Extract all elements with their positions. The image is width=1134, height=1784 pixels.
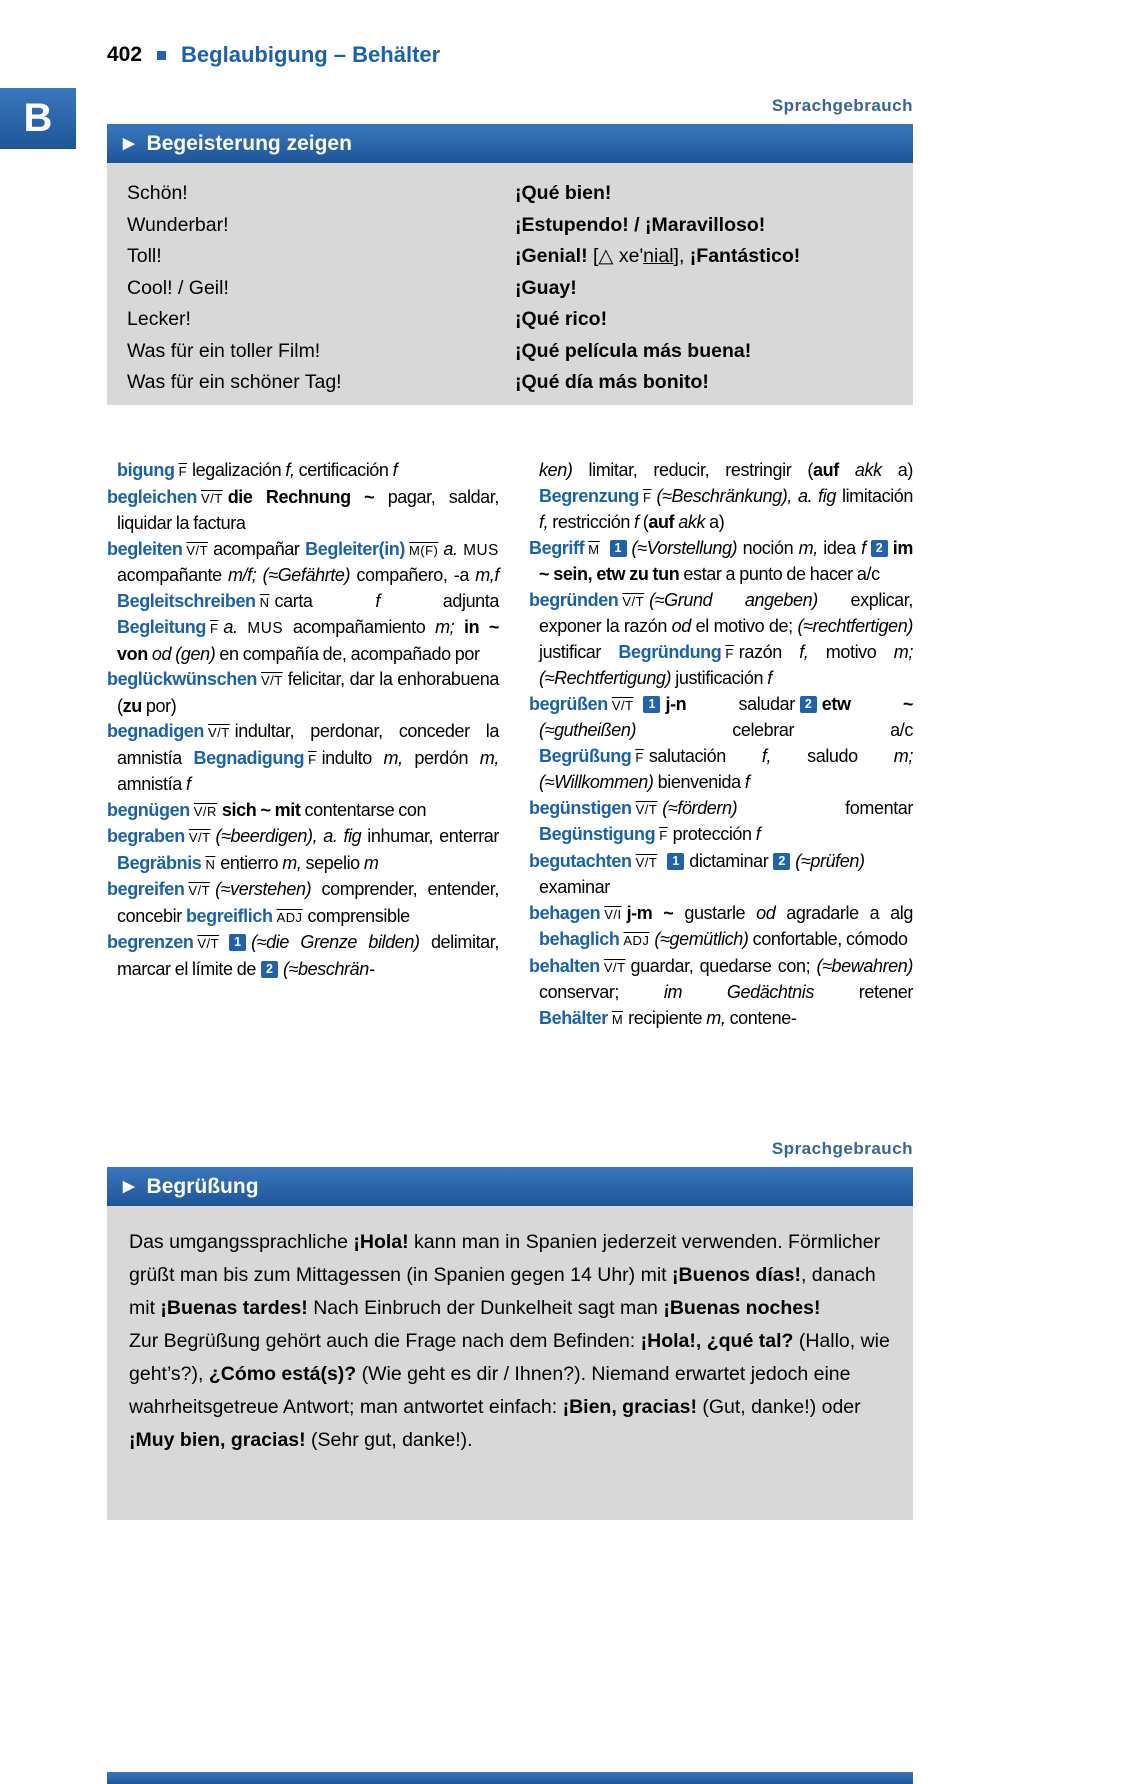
text-segment: ¡Qué película más buena! <box>515 339 752 362</box>
text-segment: etw ~ <box>821 693 913 714</box>
text-segment: 1 <box>610 540 627 557</box>
text-segment: compañero, -a <box>350 565 476 585</box>
dictionary-entry <box>529 458 913 536</box>
headword-range: Beglaubigung – Behälter <box>181 42 441 67</box>
text-segment <box>238 617 248 637</box>
text-segment: salutación <box>648 745 762 766</box>
text-segment: a. <box>223 617 238 637</box>
text-segment: 2 <box>800 696 817 713</box>
text-segment: 2 <box>773 853 790 870</box>
text-segment: f <box>634 512 639 532</box>
text-segment: (Hallo, wie geht’s?), <box>129 1330 890 1385</box>
text-segment: ¡Hola!, ¿qué tal? <box>640 1330 794 1352</box>
dictionary-entry <box>107 719 499 798</box>
text-segment: $\overline{F}$ <box>635 749 644 765</box>
text-segment: ¡Buenas tardes! <box>160 1297 308 1319</box>
text-segment: sepelio <box>301 852 364 873</box>
text-segment: begrüßen <box>529 693 608 714</box>
text-segment: limitación <box>836 485 914 506</box>
text-segment: Begleiter(in) <box>305 538 405 559</box>
text-segment: V/T <box>622 593 645 609</box>
dictionary-entry <box>529 901 913 954</box>
dictionary-entry <box>107 667 499 719</box>
text-segment: noción <box>737 537 799 558</box>
text-segment: ¡Qué bien! <box>515 182 612 204</box>
text-segment: ¡Fantástico! <box>689 245 801 267</box>
text-segment: ], <box>673 245 690 267</box>
text-segment: begutachten <box>529 850 632 871</box>
text-segment: m; <box>893 641 913 662</box>
phrase-row <box>127 336 893 368</box>
text-segment: behalten <box>529 955 600 976</box>
page-header <box>107 42 440 68</box>
text-segment: V/T <box>201 490 223 506</box>
text-segment: ¡Muy bien, gracias! <box>129 1429 306 1451</box>
text-segment: f, <box>761 745 772 766</box>
text-segment: f, <box>799 641 809 662</box>
phrase-german: Toll! <box>127 245 162 267</box>
text-segment: j-m ~ <box>626 902 674 923</box>
text-segment: f <box>392 460 398 480</box>
text-segment: fomentar <box>737 797 913 818</box>
text-segment: akk <box>678 512 706 532</box>
text-segment: en compañía de, acompañado por <box>215 643 480 664</box>
dictionary-entry <box>107 798 499 825</box>
left-column <box>107 458 499 1118</box>
text-segment: Begriff <box>529 537 585 558</box>
text-segment: begreiflich <box>185 905 273 926</box>
text-segment: inhumar, enterrar <box>361 826 499 846</box>
text-segment: (≈Beschränkung), <box>656 485 792 506</box>
dictionary-entry <box>107 824 499 877</box>
text-segment: (gen) <box>175 643 216 664</box>
text-segment: f <box>755 824 761 844</box>
text-segment: ken) <box>539 460 573 480</box>
text-segment: (Wie geht es dir / Ihnen?). Niemand erwartet jedoch eine wahrheitsgetreue Antwort; man antwortet einfach: <box>129 1363 851 1418</box>
dictionary-entry <box>107 458 499 485</box>
text-segment: f, <box>539 512 549 532</box>
text-segment: begnadigen <box>107 721 205 741</box>
text-segment: 2 <box>871 540 888 557</box>
text-segment: 1 <box>667 853 684 870</box>
text-segment: a. fig <box>797 485 836 506</box>
phrase-spanish <box>515 210 893 242</box>
text-segment: Zur Begrüßung gehört auch die Frage nach dem Befinden: <box>129 1330 641 1352</box>
text-segment: delimitar, marcar el límite de <box>117 932 499 979</box>
text-segment: V/T <box>186 542 209 558</box>
text-segment: ¡Buenas noches! <box>663 1297 821 1319</box>
dictionary-entry <box>107 485 499 537</box>
text-segment: Nach Einbruch der Dunkelheit sagt man <box>307 1297 664 1319</box>
text-segment: (≈gemütlich) <box>654 929 749 949</box>
text-segment: MUS <box>247 620 284 637</box>
text-segment: die Rechnung ~ <box>227 486 375 507</box>
text-segment: m <box>363 852 379 873</box>
text-segment: retener <box>813 982 913 1002</box>
text-segment: Begünstigung <box>539 824 656 844</box>
text-segment: comprender, entender, concebir <box>117 879 499 926</box>
text-segment: saludo <box>771 745 894 766</box>
text-segment: (≈Rechtfertigung) <box>539 668 672 688</box>
dictionary-columns <box>107 458 913 1118</box>
phrase-row <box>127 367 893 399</box>
phrase-spanish <box>515 367 893 399</box>
text-segment: behaglich <box>539 929 620 949</box>
text-segment: V/T <box>188 830 211 845</box>
text-segment: $\overline{F}$ <box>308 751 317 767</box>
text-segment: V/T <box>188 883 211 898</box>
text-segment: begnügen <box>107 799 190 820</box>
phrase-spanish <box>515 304 893 336</box>
text-segment: contentarse con <box>300 799 427 820</box>
text-segment: begleichen <box>107 486 198 507</box>
text-segment: Begnadigung <box>193 747 305 768</box>
page-number: 402 <box>107 43 143 66</box>
text-segment: im Gedächtnis <box>663 982 814 1002</box>
dictionary-entry <box>107 537 499 668</box>
text-segment: ¡Qué día más bonito! <box>515 371 709 393</box>
text-segment: od <box>756 902 776 923</box>
text-segment: ¡Qué rico! <box>515 308 608 330</box>
text-segment: limitar, reducir, restringir ( <box>572 460 813 480</box>
text-segment: Begleitung <box>117 617 206 637</box>
text-segment: 2 <box>261 961 278 978</box>
triangle-icon: ▶ <box>123 1178 135 1195</box>
usage-box-bottom <box>107 1206 913 1520</box>
text-segment: sich ~ mit <box>221 799 301 820</box>
text-segment: guardar, quedarse con; <box>630 955 817 976</box>
text-segment: begreifen <box>107 879 185 899</box>
text-segment: ¡Hola! <box>353 1231 409 1253</box>
text-segment: begrenzen <box>107 932 194 952</box>
section-label-bottom: Sprachgebrauch <box>771 1139 913 1158</box>
text-segment: (≈die Grenze bilden) <box>251 932 420 952</box>
triangle-icon: ▶ <box>123 135 135 152</box>
dictionary-entry <box>529 849 913 901</box>
text-segment: 1 <box>643 696 660 713</box>
text-segment: (≈Grund angeben) <box>649 589 818 610</box>
phrase-row <box>127 178 893 210</box>
usage-paragraph <box>129 1226 891 1325</box>
phrase-german: Lecker! <box>127 308 191 330</box>
text-segment: contene- <box>725 1007 797 1028</box>
text-segment: V/T <box>635 854 658 870</box>
text-segment: confortable, cómodo <box>748 929 908 949</box>
text-segment: V/T <box>208 725 230 740</box>
phrase-row <box>127 210 893 242</box>
text-segment: $\overline{F}$ <box>725 645 734 661</box>
text-segment: [△ xe' <box>587 245 644 267</box>
phrase-spanish <box>515 178 893 210</box>
text-segment: V/T <box>635 801 658 817</box>
text-segment: carta <box>274 590 376 611</box>
text-segment: (Gut, danke!) oder <box>696 1396 861 1418</box>
text-segment: Begräbnis <box>117 852 202 873</box>
text-segment: f, <box>285 460 295 480</box>
text-segment: V/T <box>261 673 283 688</box>
text-segment: ¡Bien, gracias! <box>562 1396 697 1418</box>
text-segment: (≈fördern) <box>662 797 738 818</box>
text-segment: a. <box>443 538 458 559</box>
text-segment: j-n <box>665 693 687 714</box>
text-segment: kann man in Spanien jederzeit verwenden. Förmlicher grüßt man bis zum Mittagessen (in Spanien gegen 14 Uhr) mit <box>129 1231 881 1286</box>
text-segment: auf <box>812 460 839 480</box>
text-segment <box>839 460 855 480</box>
dictionary-entry <box>529 588 913 692</box>
text-segment: $\overline{F}$ <box>210 621 219 636</box>
text-segment: restricción <box>548 512 635 532</box>
text-segment: Das umgangssprachliche <box>129 1231 354 1253</box>
dictionary-entry <box>107 877 499 930</box>
text-segment: felicitar, dar la enhorabuena ( <box>117 669 499 716</box>
text-segment: adjunta <box>379 590 500 611</box>
text-segment: m, <box>383 747 403 768</box>
text-segment: conservar; <box>539 982 664 1002</box>
text-segment: m; <box>435 617 455 637</box>
text-segment: ¡Guay! <box>515 276 577 299</box>
text-segment: (≈Vorstellung) <box>631 537 738 558</box>
text-segment: (≈Gefährte) <box>262 565 351 585</box>
letter-tab: B <box>0 88 76 149</box>
text-segment: zu <box>122 695 142 716</box>
phrase-german: Was für ein toller Film! <box>127 339 321 362</box>
phrase-german: Schön! <box>127 182 188 204</box>
text-segment: explicar, exponer la razón <box>539 589 913 636</box>
text-segment: ( <box>638 512 649 532</box>
text-segment: begründen <box>529 589 619 610</box>
text-segment: ¡Estupendo! / ¡Maravilloso! <box>515 213 766 236</box>
text-segment: acompañamiento <box>283 617 436 637</box>
text-segment: entierro <box>220 852 283 873</box>
text-segment: V/T <box>611 697 634 713</box>
text-segment: (≈gutheißen) <box>539 720 637 740</box>
text-segment: comprensible <box>307 905 410 926</box>
text-segment: justificar <box>539 641 619 662</box>
text-segment: (≈Willkommen) <box>539 772 654 792</box>
text-segment: gustarle <box>673 902 757 923</box>
phrase-row <box>127 304 893 336</box>
text-segment: $\overline{N}$ <box>205 856 216 872</box>
dictionary-entry <box>529 954 913 1033</box>
text-segment: acompañante <box>117 565 228 585</box>
phrase-spanish <box>515 241 893 273</box>
text-segment: 1 <box>229 934 246 951</box>
text-segment: Begrenzung <box>539 485 640 506</box>
text-segment: el motivo de; <box>690 616 798 636</box>
text-segment: M(F) <box>408 542 439 558</box>
usage-box-title-bar-bottom <box>107 1167 913 1206</box>
text-segment: akk <box>854 460 882 480</box>
text-segment: motivo <box>808 641 894 662</box>
text-segment: (Sehr gut, danke!). <box>305 1429 473 1451</box>
text-segment: amnistía <box>117 774 186 794</box>
phrase-spanish <box>515 273 893 305</box>
text-segment: $\overline{F}$ <box>659 828 668 843</box>
text-segment: od <box>151 643 172 664</box>
text-segment: nial <box>643 245 674 267</box>
text-segment: begünstigen <box>529 797 632 818</box>
text-segment: Begleitschreiben <box>117 590 256 611</box>
text-segment: acompañar <box>213 538 306 559</box>
text-segment: celebrar a/c <box>636 720 913 740</box>
text-segment: m, <box>479 747 499 768</box>
text-segment: f <box>375 590 380 611</box>
text-segment: MUS <box>463 541 499 559</box>
text-segment: beglückwünschen <box>107 669 258 689</box>
text-segment: dictaminar <box>689 850 769 871</box>
text-segment: $\overline{M}$ <box>588 541 600 557</box>
text-segment: f <box>861 537 866 558</box>
text-segment: examinar <box>539 877 610 897</box>
text-segment: Begrüßung <box>539 745 632 766</box>
phrase-row <box>127 241 893 273</box>
text-segment: auf <box>648 512 675 532</box>
text-segment: (≈rechtfertigen) <box>797 616 913 636</box>
text-segment: $\overline{M}$ <box>611 1011 624 1027</box>
text-segment: behagen <box>529 902 601 923</box>
text-segment: por) <box>141 695 177 716</box>
text-segment: f <box>767 668 772 688</box>
phrase-german: Cool! / Geil! <box>127 276 229 299</box>
text-segment: recipiente <box>628 1007 707 1028</box>
text-segment: protección <box>672 824 756 844</box>
dictionary-entry <box>107 930 499 982</box>
text-segment: m,f <box>475 565 499 585</box>
text-segment: V/R <box>193 803 217 819</box>
text-segment: in ~ von <box>117 617 499 664</box>
text-segment: (≈prüfen) <box>795 850 865 871</box>
text-segment: Behälter <box>539 1007 608 1028</box>
text-segment: V/T <box>197 936 220 951</box>
text-segment: bigung <box>117 460 175 480</box>
bullet-icon <box>157 51 166 60</box>
phrase-german: Wunderbar! <box>127 213 229 236</box>
text-segment: m; <box>893 745 913 766</box>
text-segment: im ~ sein, etw zu tun <box>539 537 913 584</box>
text-segment: , danach mit <box>129 1264 876 1319</box>
text-segment: begleiten <box>107 538 183 559</box>
text-segment: bienvenida <box>653 772 745 792</box>
text-segment: estar a punto de hacer a/c <box>679 564 880 584</box>
text-segment: perdón <box>402 747 480 768</box>
text-segment: indulto <box>321 747 384 768</box>
text-segment: (≈verstehen) <box>215 879 312 899</box>
text-segment: a. fig <box>323 826 362 846</box>
text-segment: Begründung <box>618 641 722 662</box>
text-segment: $\overline{ADJ}$ <box>623 933 650 948</box>
text-segment: a) <box>881 460 913 480</box>
usage-box-top <box>107 163 913 405</box>
section-label-top: Sprachgebrauch <box>771 96 913 115</box>
phrase-spanish <box>515 336 893 368</box>
dictionary-entry <box>529 692 913 796</box>
usage-paragraph <box>129 1325 891 1457</box>
text-segment: V/I <box>604 906 622 922</box>
text-segment: razón <box>738 641 800 662</box>
text-segment: idea <box>817 537 862 558</box>
text-segment <box>454 617 464 637</box>
text-segment: certificación <box>294 460 393 480</box>
text-segment: indultar, perdonar, conceder la amnistía <box>117 721 499 768</box>
right-column <box>529 458 913 1118</box>
text-segment: agradarle a alg <box>775 902 914 923</box>
text-segment: (≈beerdigen), <box>215 826 318 846</box>
text-segment: (≈beschrän- <box>282 958 375 979</box>
text-segment: od <box>671 616 691 636</box>
text-segment: begraben <box>107 826 185 846</box>
text-segment: m, <box>706 1007 726 1028</box>
text-segment: $\overline{F}$ <box>643 489 652 505</box>
text-segment: saludar <box>686 693 795 714</box>
dictionary-entry <box>529 536 913 588</box>
text-segment: m, <box>282 852 302 873</box>
text-segment: justificación <box>671 668 768 688</box>
usage-box-title-bar-top <box>107 124 913 163</box>
text-segment: V/T <box>603 959 626 975</box>
phrase-german: Was für ein schöner Tag! <box>127 371 342 393</box>
bottom-bar <box>107 1772 913 1784</box>
usage-box-title-top: Begeisterung zeigen <box>146 131 352 155</box>
text-segment: (≈bewahren) <box>816 955 913 976</box>
text-segment: ¿Cómo está(s)? <box>208 1363 357 1385</box>
text-segment: legalización <box>192 460 286 480</box>
dictionary-entry <box>529 796 913 849</box>
text-segment: a) <box>705 512 725 532</box>
text-segment: m/f; <box>227 565 257 585</box>
text-segment: f <box>185 774 191 794</box>
text-segment: $\overline{F}$ <box>178 464 187 479</box>
text-segment: ¡Buenos días! <box>672 1264 801 1286</box>
usage-box-title-bottom: Begrüßung <box>146 1174 259 1198</box>
text-segment: m, <box>798 537 818 558</box>
text-segment: pagar, saldar, liquidar la factura <box>117 486 499 533</box>
text-segment: ¡Genial! <box>515 245 588 267</box>
text-segment: $\overline{ADJ}$ <box>276 909 303 925</box>
phrase-row <box>127 273 893 305</box>
text-segment: f <box>744 772 750 792</box>
text-segment: $\overline{N}$ <box>259 594 270 610</box>
